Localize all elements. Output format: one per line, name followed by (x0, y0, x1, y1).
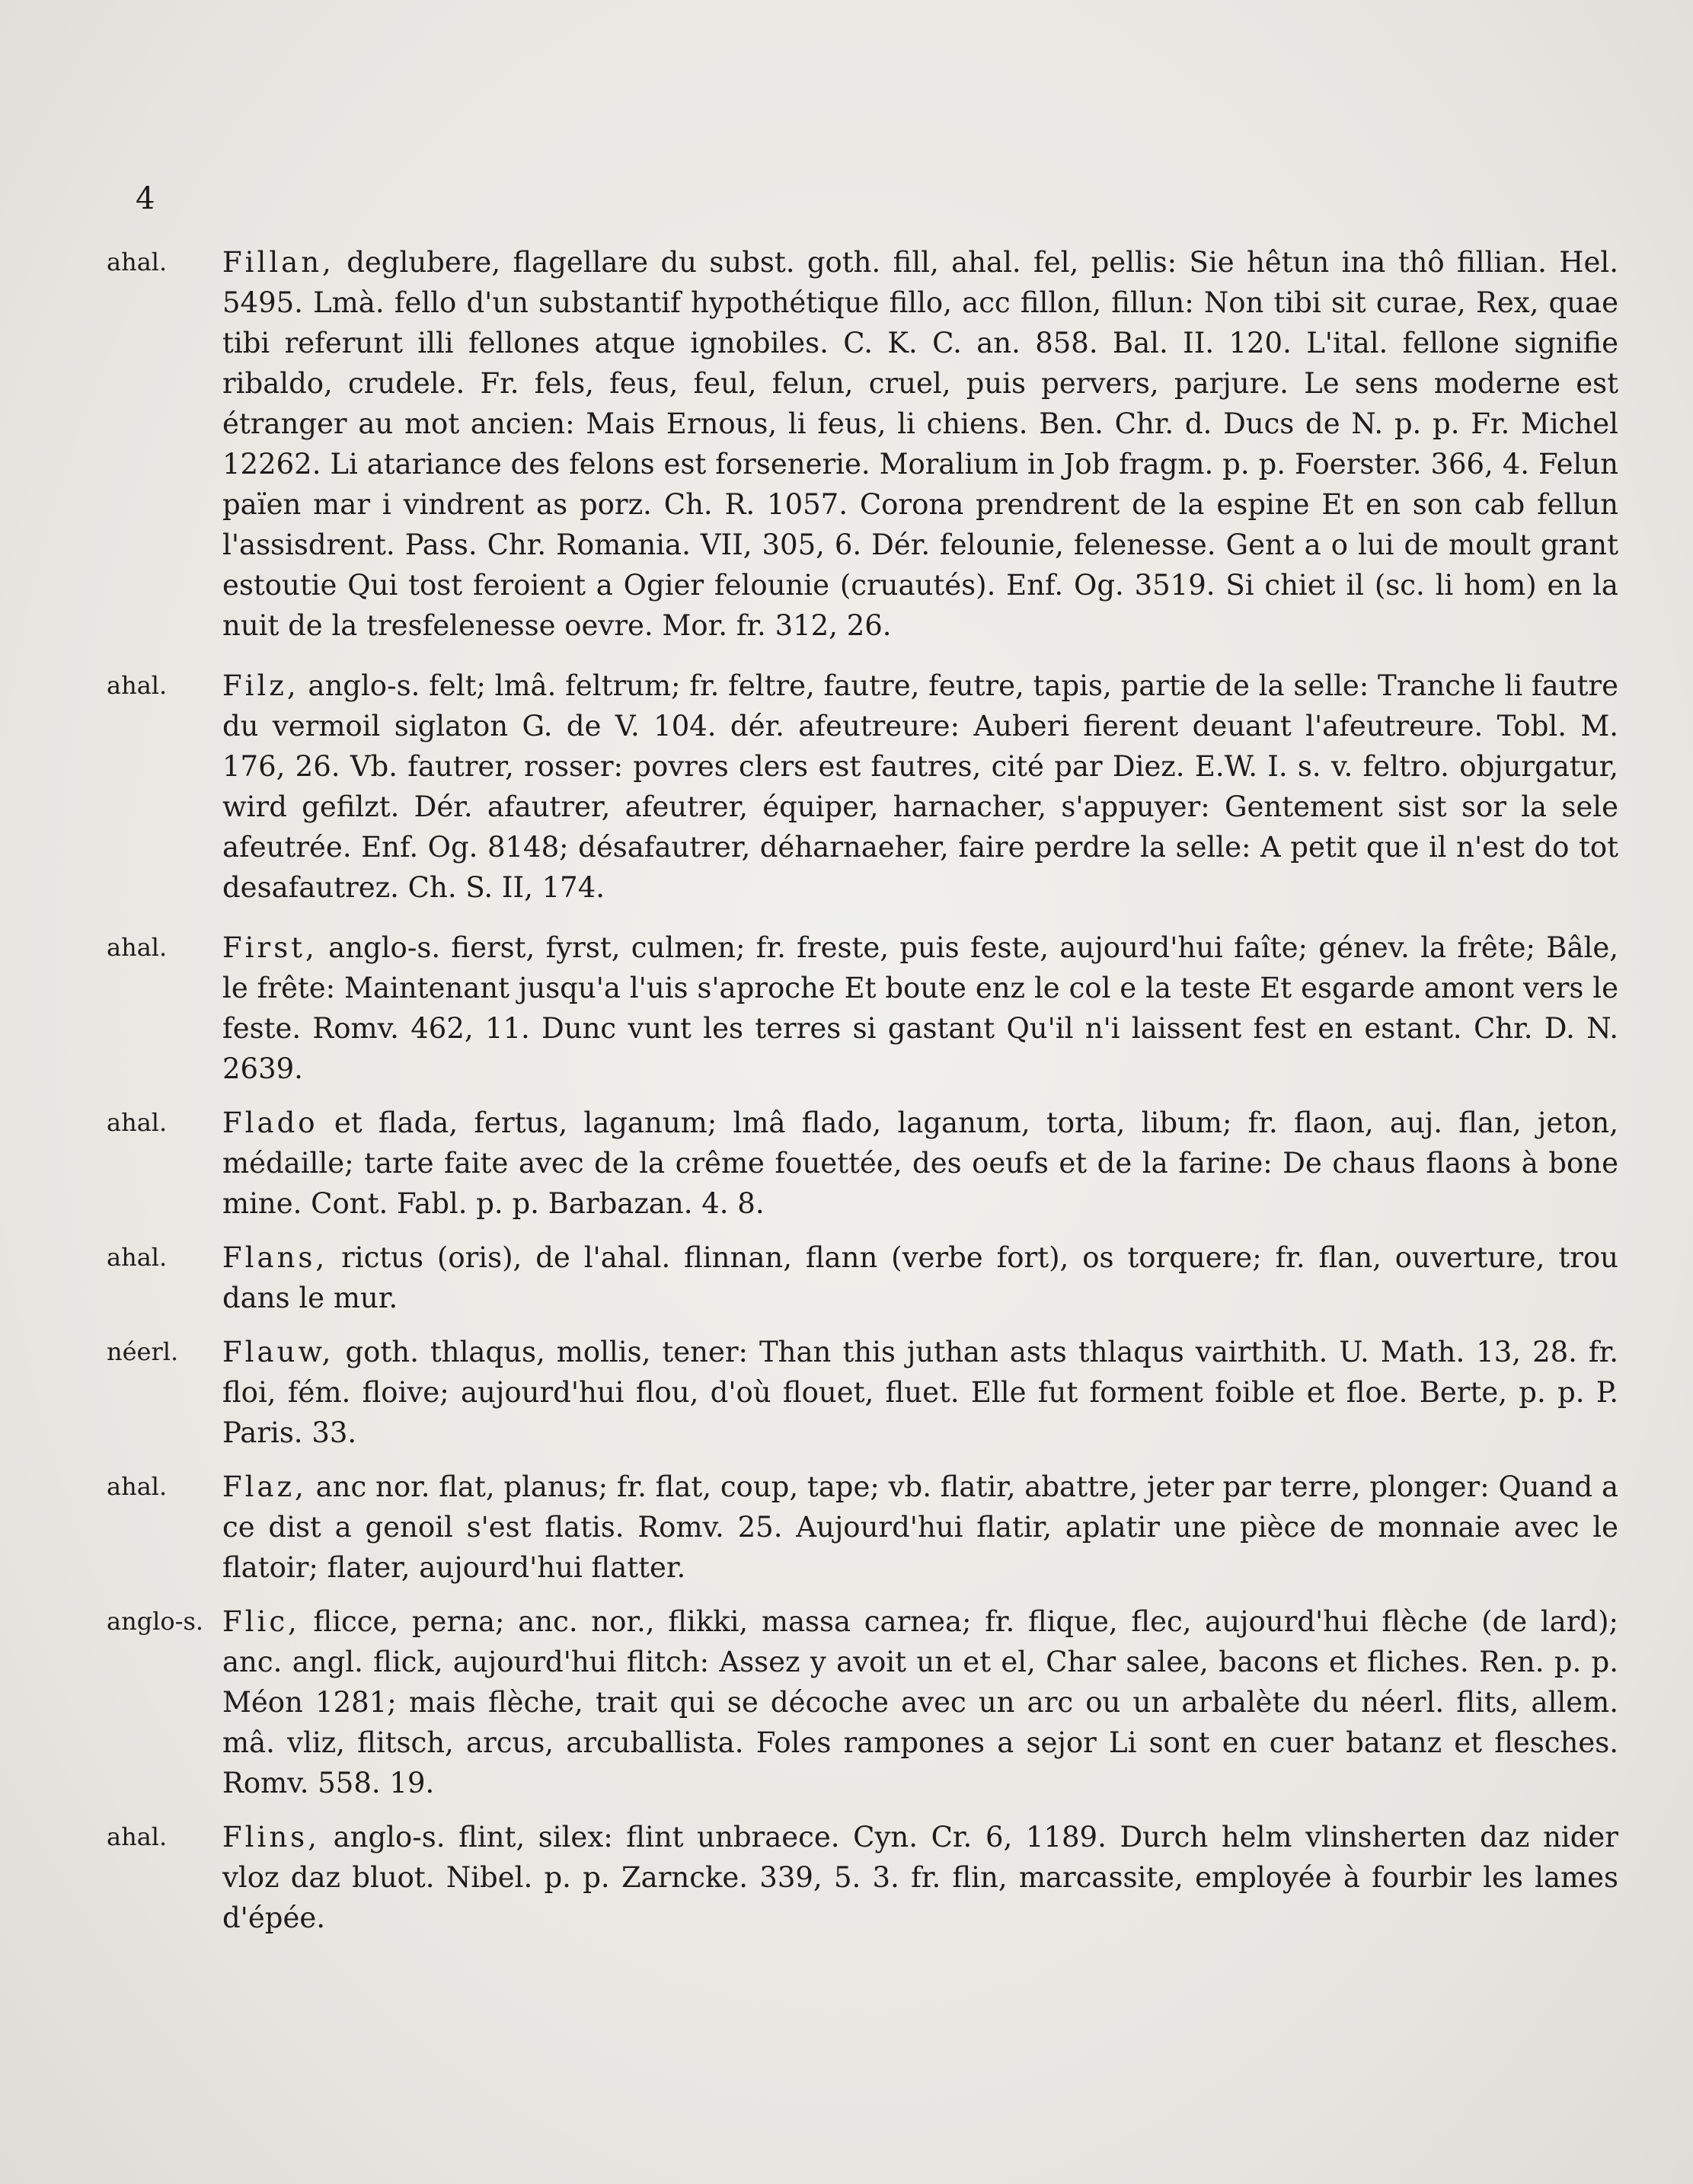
entry-body (222, 1332, 1618, 1453)
entry-headword: Flaz, (222, 1470, 307, 1503)
entry-body (222, 1601, 1618, 1803)
entry-body (222, 666, 1618, 908)
entry-body (222, 242, 1618, 646)
entry-text: flicce, perna; anc. nor., flikki, massa carnea; fr. flique, flec, aujourd'hui flèche (de lard); anc. angl. flick, aujourd'hui flitch: Assez y avoit un et el, Char salee, bacons et fliches. Ren. p. p. Méon 1281; mais flèche, trait qui se décoche avec un arc ou un arbalète du néerl. flits, allem. mâ. vliz, flitsch, arcus, arcuballista. Foles rampones a sejor Li sont en cuer batanz et flesches. Romv. 558. 19. (222, 1605, 1618, 1799)
entry-language: ahal. (107, 933, 168, 962)
entry-text: et flada, fertus, laganum; lmâ flado, laganum, torta, libum; fr. flaon, auj. flan, jeton, médaille; tarte faite avec de la crême fouettée, des oeufs et de la farine: De chaus flaons à bone mine. Cont. Fabl. p. p. Barbazan. 4. 8. (222, 1106, 1619, 1220)
entry-headword: First, (222, 931, 318, 964)
entry-flaz (107, 1467, 1618, 1588)
entry-body (222, 1237, 1618, 1318)
entry-headword: Filz, (222, 669, 299, 702)
entry-headword: Fillan, (222, 246, 334, 279)
entry-language: ahal. (107, 671, 168, 700)
entry-body (222, 1817, 1618, 1938)
entry-text: rictus (oris), de l'ahal. flinnan, flann (verbe fort), os torquere; fr. flan, ouverture, trou dans le mur. (222, 1241, 1618, 1314)
page-number: 4 (136, 181, 156, 216)
entry-text: anglo-s. flint, silex: flint unbraece. Cyn. Cr. 6, 1189. Durch helm vlinsherten daz nider vloz daz bluot. Nibel. p. p. Zarncke. 339, 5. 3. fr. flin, marcassite, employée à fourbir les lames d'épée. (222, 1821, 1618, 1934)
entry-language: néerl. (107, 1337, 179, 1366)
entry-flado (107, 1103, 1618, 1224)
entry-text: deglubere, flagellare du subst. goth. fill, ahal. fel, pellis: Sie hêtun ina thô fillian. Hel. 5495. Lmà. fello d'un substantif hypothétique fillo, acc fillon, fillun: Non tibi sit curae, Rex, quae tibi referunt illi fellones atque ignobiles. C. K. C. an. 858. Bal. II. 120. L'ital. fellone signifie ribaldo, crudele. Fr. fels, feus, feul, felun, cruel, puis pervers, parjure. Le sens moderne est étranger au mot ancien: Mais Ernous, li feus, li chiens. Ben. Chr. d. Ducs de N. p. p. Fr. Michel 12262. Li atariance des felons est forsenerie. Moralium in Job fragm. p. p. Foerster. 366, 4. Felun païen mar i vindrent as porz. Ch. R. 1057. Corona prendrent de la espine Et en son cab fellun l'assisdrent. Pass. Chr. Romania. VII, 305, 6. Dér. felounie, felenesse. Gent a o lui de moult grant estoutie Qui tost feroient a Ogier felounie (cruautés). Enf. Og. 3519. Si chiet il (sc. li hom) en la nuit de la tresfelenesse oevre. Mor. fr. 312, 26. (222, 246, 1619, 642)
entry-headword: Flauw, (222, 1336, 334, 1368)
entry-flic (107, 1601, 1618, 1803)
entry-headword: Flic, (222, 1605, 300, 1638)
entry-language: ahal. (107, 1108, 168, 1137)
entry-language: ahal. (107, 247, 168, 276)
entry-language: anglo-s. (107, 1607, 204, 1636)
entry-body (222, 1103, 1618, 1224)
dictionary-entries (107, 242, 1618, 1952)
entry-fillan (107, 242, 1618, 646)
entry-headword: Flans, (222, 1241, 328, 1274)
entry-text: anc nor. flat, planus; fr. flat, coup, tape; vb. flatir, abattre, jeter par terre, plonger: Quand a ce dist a genoil s'est flatis. Romv. 25. Aujourd'hui flatir, aplatir une pièce de monnaie avec le flatoir; flater, aujourd'hui flatter. (222, 1470, 1619, 1584)
entry-flins (107, 1817, 1618, 1938)
entry-language: ahal. (107, 1243, 168, 1272)
entry-text: goth. thlaqus, mollis, tener: Than this juthan asts thlaqus vairthith. U. Math. 13, 28. fr. floi, fém. floive; aujourd'hui flou, d'où flouet, fluet. Elle fut forment foible et floe. Berte, p. p. P. Paris. 33. (222, 1336, 1618, 1449)
entry-text: anglo-s. fierst, fyrst, culmen; fr. freste, puis feste, aujourd'hui faîte; génev. la frête; Bâle, le frête: Maintenant jusqu'a l'uis s'aproche Et boute enz le col e la teste Et esgarde amont vers le feste. Romv. 462, 11. Dunc vunt les terres si gastant Qu'il n'i laissent fest en estant. Chr. D. N. 2639. (222, 931, 1618, 1085)
entry-language: ahal. (107, 1472, 168, 1501)
entry-body (222, 1467, 1618, 1588)
entry-flauw (107, 1332, 1618, 1453)
entry-language: ahal. (107, 1822, 168, 1851)
entry-headword: Flins, (222, 1821, 320, 1854)
entry-body (222, 928, 1618, 1089)
entry-text: anglo-s. felt; lmâ. feltrum; fr. feltre, fautre, feutre, tapis, partie de la selle: Tranche li fautre du vermoil siglaton G. de V. 104. dér. afeutreure: Auberi fierent deuant l'afeutreure. Tobl. M. 176, 26. Vb. fautrer, rosser: povres clers est fautres, cité par Diez. E.W. I. s. v. feltro. objurgatur, wird gefilzt. Dér. afautrer, afeutrer, équiper, harnacher, s'appuyer: Gentement sist sor la sele afeutrée. Enf. Og. 8148; désafautrer, déharnaeher, faire perdre la selle: A petit que il n'est do tot desafautrez. Ch. S. II, 174. (222, 669, 1618, 904)
entry-headword: Flado (222, 1106, 318, 1139)
entry-first (107, 928, 1618, 1089)
entry-flans (107, 1237, 1618, 1318)
entry-filz (107, 666, 1618, 908)
